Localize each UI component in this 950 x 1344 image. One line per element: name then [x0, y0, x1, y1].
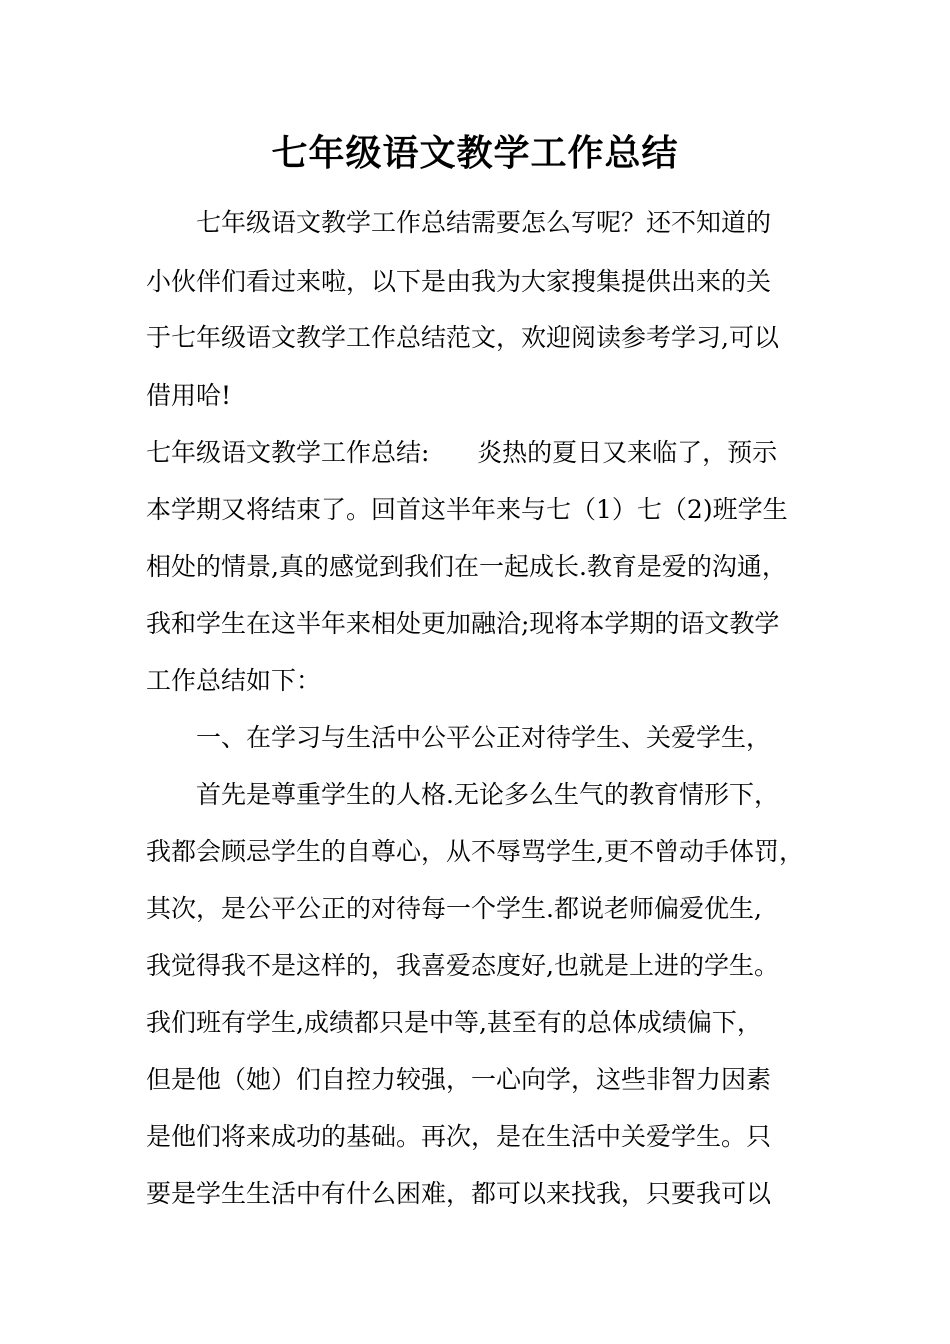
- paragraph-line: 我都会顾忌学生的自尊心，从不辱骂学生,更不曾动手体罚，: [146, 837, 804, 866]
- paragraph-line: 本学期又将结束了。回首这半年来与七（1）七（2)班学生: [146, 495, 788, 524]
- paragraph-line: 借用哈!: [146, 381, 232, 410]
- paragraph-line: 七年级语文教学工作总结: 炎热的夏日又来临了，预示: [146, 438, 778, 467]
- paragraph-line: 我和学生在这半年来相处更加融洽;现将本学期的语文教学: [146, 609, 780, 638]
- paragraph-line: 我们班有学生,成绩都只是中等,甚至有的总体成绩偏下，: [146, 1008, 762, 1037]
- paragraph-line: 工作总结如下：: [146, 666, 322, 695]
- section-heading-line: 一、在学习与生活中公平公正对待学生、关爱学生，: [196, 723, 772, 752]
- paragraph-line: 是他们将来成功的基础。再次，是在生活中关爱学生。只: [146, 1122, 772, 1151]
- paragraph-line: 相处的情景,真的感觉到我们在一起成长.教育是爱的沟通，: [146, 552, 787, 581]
- paragraph-line: 但是他（她）们自控力较强，一心向学，这些非智力因素: [146, 1065, 772, 1094]
- paragraph-line: 要是学生生活中有什么困难，都可以来找我，只要我可以: [146, 1179, 772, 1208]
- paragraph-line: 首先是尊重学生的人格.无论多么生气的教育情形下，: [196, 780, 779, 809]
- paragraph-line: 七年级语文教学工作总结需要怎么写呢？还不知道的: [196, 208, 772, 237]
- paragraph-line: 其次，是公平公正的对待每一个学生.都说老师偏爱优生,: [146, 894, 762, 923]
- document-title: 七年级语文教学工作总结: [271, 132, 679, 174]
- paragraph-line: 我觉得我不是这样的，我喜爱态度好,也就是上进的学生。: [146, 951, 779, 980]
- paragraph-line: 于七年级语文教学工作总结范文，欢迎阅读参考学习,可以: [146, 323, 779, 352]
- paragraph-line: 小伙伴们看过来啦，以下是由我为大家搜集提供出来的关: [146, 267, 772, 296]
